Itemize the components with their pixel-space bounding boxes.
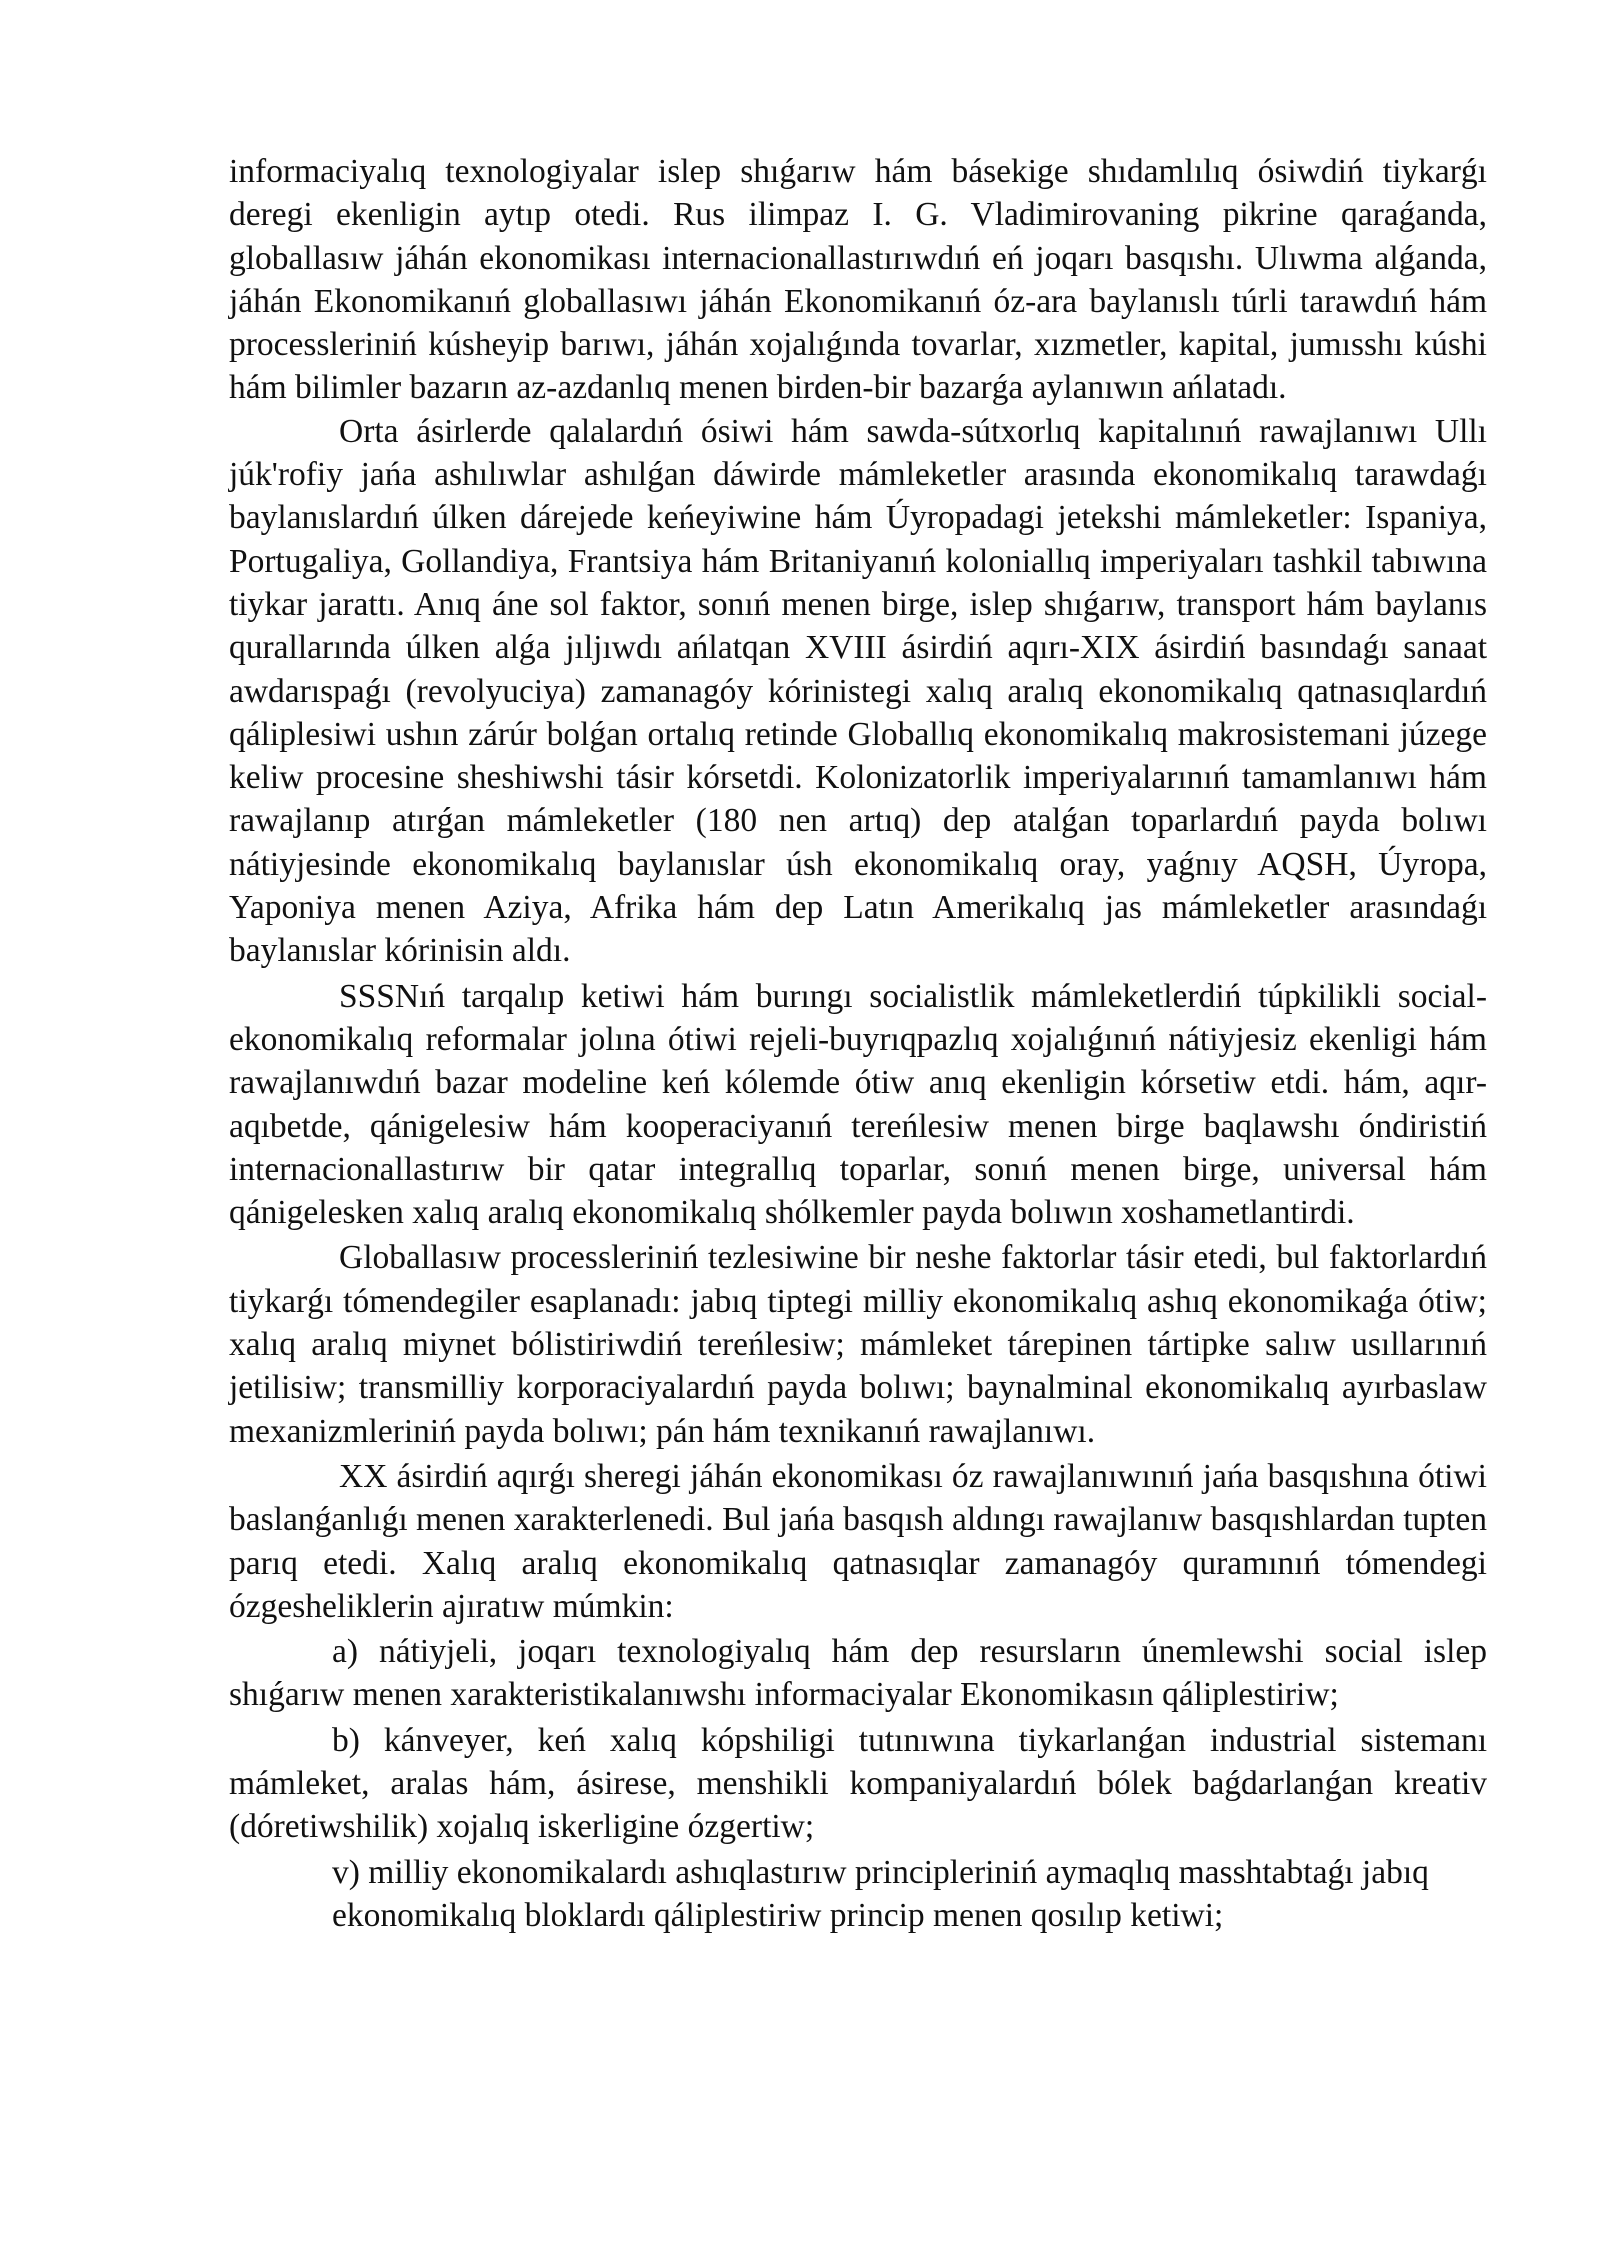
paragraph-historical-background: Orta ásirlerde qalalardıń ósiwi hám sawda-sútxorlıq kapitalınıń rawajlanıwı Ullı júk'rofiy jańa ashılıwlar ashılǵan dáwirde mámleketler arasında ekonomikalıq tarawdaǵı baylanıslardıń úlken dárejede keńeyiwine hám Úyropadagi jetekshi mámleketler: Ispaniya, Portugaliya, Gollandiya, Frantsiya hám Britaniyanıń koloniallıq imperiyaları tashkil tabıwına tiykar jarattı. Anıq áne sol faktor, sonıń menen birge, islep shıǵarıw, transport hám baylanıs qurallarında úlken alǵa jıljıwdı ańlatqan XVIII ásirdiń aqırı-XIX ásirdiń basındaǵı sanaat awdarıspaǵı (revolyuciya) zamanagóy kórinistegi xalıq aralıq ekonomikalıq qatnasıqlardıń qáliplesiwi ushın zárúr bolǵan ortalıq retinde Globallıq ekonomikalıq makrosistemani júzege keliw procesine sheshiwshi tásir kórsetdi. Kolonizatorlik imperiyalarınıń tamamlanıwı hám rawajlanıp atırǵan mámleketler (180 nen artıq) dep atalǵan toparlardıń payda bolıwı nátiyjesinde ekonomikalıq baylanıslar úsh ekonomikalıq oray, yaǵnıy AQSH, Úyropa, Yaponiya menen Aziya, Afrika hám dep Latın Amerikalıq jas mámleketler arasındaǵı baylanıslar kórinisin aldı. xyxy=(229,412,1487,970)
list-item-a: a) nátiyjeli, joqarı texnologiyalıq hám dep resursların únemlewshi social islep shıǵarıw menen xarakteristikalanıwshı informaciyalar Ekonomikasın qáliplestiriw; xyxy=(229,1633,1487,1714)
list-item-v: v) milliy ekonomikalardı ashıqlastırıw principleriniń aymaqlıq masshtabtaǵı jabıq ekonomikalıq bloklardı qáliplestiriw princip menen qosılıp ketiwi; xyxy=(332,1853,1429,1934)
list-item-b: b) kánveyer, keń xalıq kópshiligi tutınıwına tiykarlanǵan industrial sistemanı mámleket, aralas hám, ásirese, menshikli kompaniyalardıń bólek baǵdarlanǵan kreativ (dóretiwshilik) xojalıq iskerligine ózgertiw; xyxy=(229,1721,1487,1846)
document-page xyxy=(229,150,1487,1937)
paragraph-ussr-collapse: SSSNıń tarqalıp ketiwi hám burıngı socialistlik mámleketlerdiń túpkilikli social-ekonomikalıq reformalar jolına ótiwi rejeli-buyrıqpazlıq xojalıǵınıń nátiyjesiz ekenligi hám rawajlanıwdıń bazar modeline keń kólemde ótiw anıq ekenligin kórsetiw etdi. hám, aqır-aqıbetde, qánigelesiw hám kooperaciyanıń tereńlesiw menen birge baqlawshı óndiristiń internacionallastırıw bir qatar integrallıq toparlar, sonıń menen birge, universal hám qánigelesken xalıq aralıq ekonomikalıq shólkemler payda bolıwın xoshametlantirdi. xyxy=(229,977,1487,1232)
paragraph-globalization-factors: Globallasıw processleriniń tezlesiwine bir neshe faktorlar tásir etedi, bul faktorlardıń tiykarǵı tómendegiler esaplanadı: jabıq tiptegi milliy ekonomikalıq ashıq ekonomikaǵa ótiw; xalıq aralıq miynet bólistiriwdiń tereńlesiw; mámleket tárepinen tártipke salıw usıllarınıń jetilisiw; transmilliy korporaciyalardıń payda bolıwı; baynalminal ekonomikalıq ayırbaslaw mexanizmleriniń payda bolıwı; pán hám texnikanıń rawajlanıwı. xyxy=(229,1239,1487,1450)
paragraph-new-stage: XX ásirdiń aqırǵı sheregi jáhán ekonomikası óz rawajlanıwınıń jańa basqıshına ótiwi baslanǵanlıǵı menen xarakterlenedi. Bul jańa basqısh aldıngı rawajlanıw basqıshlardan tupten parıq etedi. Xalıq aralıq ekonomikalıq qatnasıqlar zamanagóy quramınıń tómendegi ózgesheliklerin ajıratıw múmkin: xyxy=(229,1457,1487,1625)
paragraph-globalization-definition: informaciyalıq texnologiyalar islep shıǵarıw hám básekige shıdamlılıq ósiwdiń tiykarǵı deregi ekenligin aytıp otedi. Rus ilimpaz I. G. Vladimirovaning pikrine qaraǵanda, globallasıw jáhán ekonomikası internacionallastırıwdıń eń joqarı basqıshı. Ulıwma alǵanda, jáhán Ekonomikanıń globallasıwı jáhán Ekonomikanıń óz-ara baylanıslı túrli tarawdıń hám processleriniń kúsheyip barıwı, jáhán xojalıǵında tovarlar, xızmetler, kapital, jumısshı kúshi hám bilimler bazarın az-azdanlıq menen birden-bir bazarǵa aylanıwın ańlatadı. xyxy=(229,153,1487,407)
